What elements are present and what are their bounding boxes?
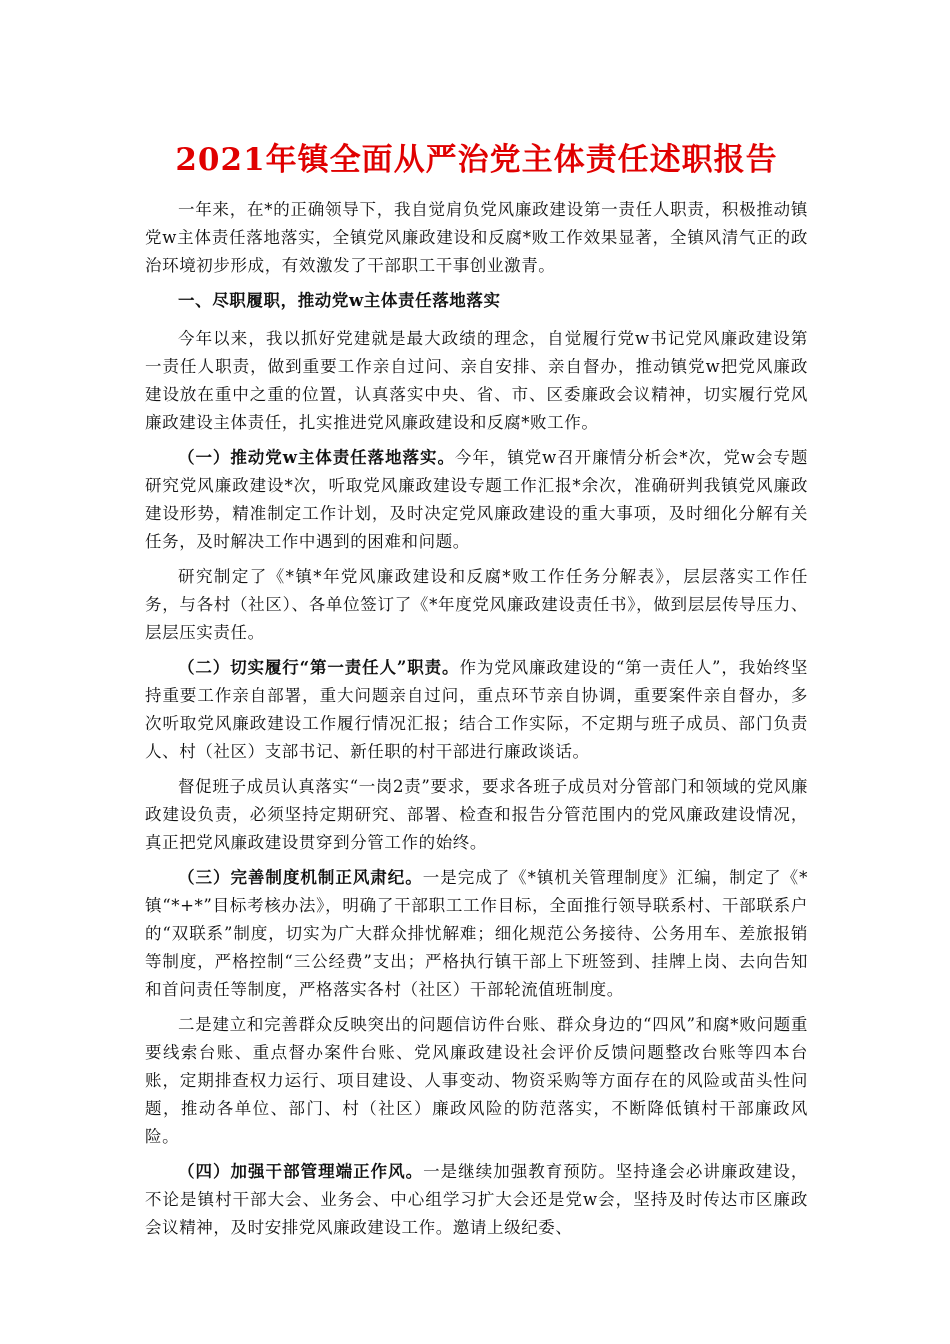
subsection-heading: （一）推动党w主体责任落地落实。: [178, 448, 455, 467]
section-heading: 一、尽职履职，推动党w主体责任落地落实: [178, 291, 501, 310]
subsection-heading: （三）完善制度机制正风肃纪。: [178, 868, 423, 887]
subsection-text: 今年，镇党w召开廉情分析会*次，党w会专题研究党风廉政建设*次，听取党风廉政建设专题工作汇报*余次，准确研判我镇党风廉政建设形势，精准制定工作计划，及时决定党风廉政建设的重大事项，及时细化分解有关任务，及时解决工作中遇到的困难和问题。: [145, 448, 808, 551]
subsection-paragraph: [145, 864, 808, 1004]
subsection-text: 一是继续加强教育预防。坚持逢会必讲廉政建设，不论是镇村干部大会、业务会、中心组学习扩大会还是党w会，坚持及时传达市区廉政会议精神，及时安排党风廉政建设工作。邀请上级纪委、: [145, 1162, 808, 1237]
subsection-text: 作为党风廉政建设的“第一责任人”，我始终坚持重要工作亲自部署，重大问题亲自过问，重点环节亲自协调，重要案件亲自督办，多次听取党风廉政建设工作履行情况汇报；结合工作实际，不定期与班子成员、部门负责人、村（社区）支部书记、新任职的村干部进行廉政谈话。: [145, 658, 808, 761]
subsection-heading: （四）加强干部管理端正作风。: [178, 1162, 424, 1181]
body-paragraph: 研究制定了《*镇*年党风廉政建设和反腐*败工作任务分解表》，层层落实工作任务，与各村（社区）、各单位签订了《*年度党风廉政建设责任书》，做到层层传导压力、层层压实责任。: [145, 567, 808, 642]
intro-paragraph: 一年来，在*的正确领导下，我自觉肩负党风廉政建设第一责任人职责，积极推动镇党w主体责任落地落实，全镇党风廉政建设和反腐*败工作效果显著，全镇风清气正的政治环境初步形成，有效激发了干部职工干事创业激青。: [145, 200, 808, 275]
subsection-heading: （二）切实履行“第一责任人”职责。: [178, 658, 460, 677]
section-paragraph: 今年以来，我以抓好党建就是最大政绩的理念，自觉履行党w书记党风廉政建设第一责任人职责，做到重要工作亲自过问、亲自安排、亲自督办，推动镇党w把党风廉政建设放在重中之重的位置，认真落实中央、省、市、区委廉政会议精神，切实履行党风廉政建设主体责任，扎实推进党风廉政建设和反腐*败工作。: [145, 329, 808, 432]
body-paragraph: 督促班子成员认真落实“一岗2责”要求，要求各班子成员对分管部门和领域的党风廉政建设负责，必须坚持定期研究、部署、检查和报告分管范围内的党风廉政建设情况，真正把党风廉政建设贯穿到分管工作的始终。: [145, 777, 808, 852]
subsection-paragraph: [145, 1158, 808, 1242]
body-paragraph: 二是建立和完善群众反映突出的问题信访件台账、群众身边的“四风”和腐*败问题重要线索台账、重点督办案件台账、党风廉政建设社会评价反馈问题整改台账等四本台账，定期排查权力运行、项目建设、人事变动、物资采购等方面存在的风险或苗头性问题，推动各单位、部门、村（社区）廉政风险的防范落实，不断降低镇村干部廉政风险。: [145, 1015, 808, 1146]
subsection-paragraph: [145, 444, 808, 556]
subsection-text: 一是完成了《*镇机关管理制度》汇编，制定了《*镇“*+*”目标考核办法》，明确了干部职工工作目标，全面推行领导联系村、干部联系户的“双联系”制度，切实为广大群众排忧解难；细化规范公务接待、公务用车、差旅报销等制度，严格控制“三公经费”支出；严格执行镇干部上下班签到、挂牌上岗、去向告知和首问责任等制度，严格落实各村（社区）干部轮流值班制度。: [145, 868, 808, 999]
subsection-paragraph: [145, 654, 808, 766]
document-title: 2021年镇全面从严治党主体责任述职报告: [175, 142, 778, 178]
